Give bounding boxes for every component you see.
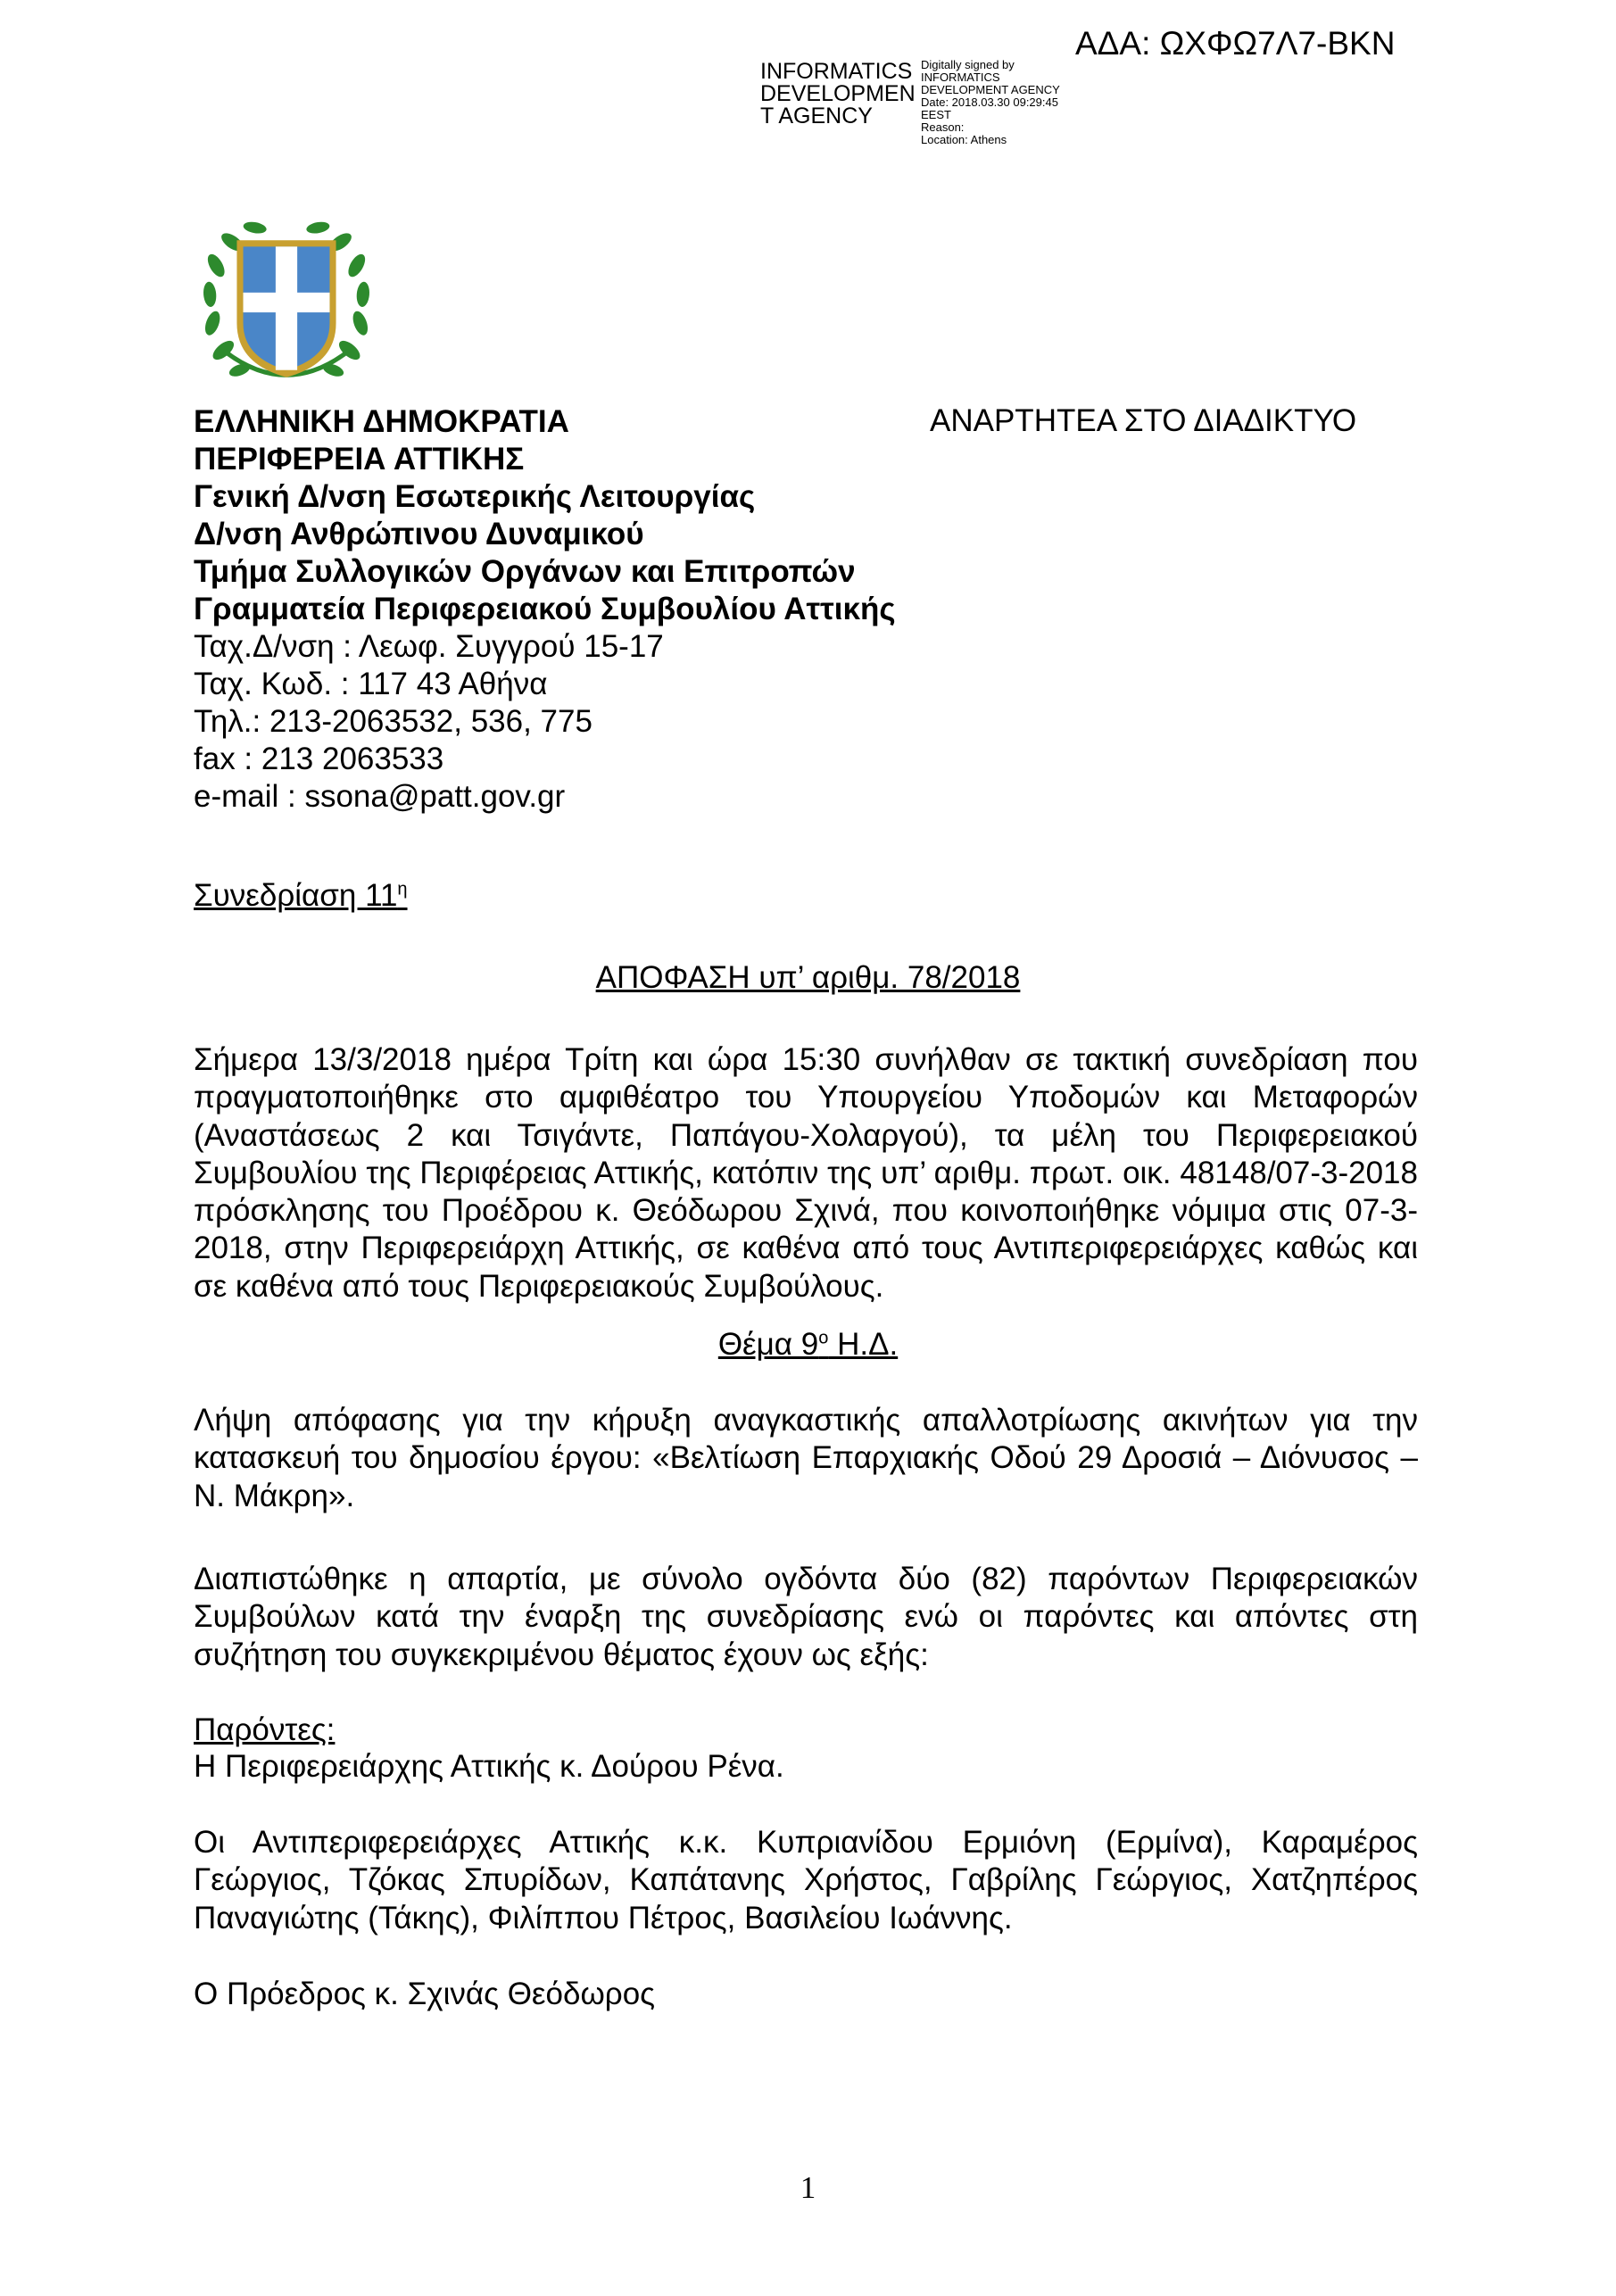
signer-line: DEVELOPMEN — [760, 81, 916, 106]
header-contact-line: e-mail : ssona@patt.gov.gr — [194, 779, 566, 814]
quorum-paragraph: Διαπιστώθηκε η απαρτία, με σύνολο ογδόντα δύο (82) παρόντων Περιφερειακών Συμβούλων κατά την έναρξη της συνεδρίασης ενώ οι παρόντες και απόντες στη συζήτηση του συγκεκριμένου θέματος έχουν ως εξής: — [194, 1562, 1418, 1672]
header-contact-line: Ταχ. Κωδ. : 117 43 Αθήνα — [194, 667, 548, 701]
president-line: Ο Πρόεδρος κ. Σχινάς Θεόδωρος — [194, 1977, 656, 2011]
governor-line: Η Περιφερειάρχης Αττικής κ. Δούρου Ρένα. — [194, 1749, 784, 1784]
issuer-header — [194, 403, 896, 816]
decision-title: ΑΠΟΦΑΣΗ υπ’ αριθμ. 78/2018 — [595, 960, 1021, 995]
session-label — [194, 878, 408, 914]
page-number: 1 — [800, 2170, 816, 2205]
signer-line: INFORMATICS — [760, 59, 913, 84]
signature-detail-line: EEST — [921, 108, 951, 121]
signature-detail-line: Digitally signed by — [921, 58, 1015, 71]
signature-detail-line: Reason: — [921, 120, 965, 134]
header-contact-line: fax : 213 2063533 — [194, 742, 444, 776]
subject-paragraph: Λήψη απόφασης για την κήρυξη αναγκαστικής απαλλοτρίωσης ακινήτων για την κατασκευή του δημοσίου έργου: «Βελτίωση Επαρχιακής Οδού 29 Δροσιά – Διόνυσος – Ν. Μάκρη». — [194, 1403, 1418, 1513]
header-bold-line: Γραμματεία Περιφερειακού Συμβουλίου Αττικής — [194, 592, 896, 626]
session-superscript: η — [397, 879, 408, 899]
session-text: Συνεδρίαση 11 — [194, 878, 398, 913]
signature-detail-line: Location: Athens — [921, 133, 1007, 146]
publish-note: ΑΝΑΡΤΗΤΕΑ ΣΤΟ ΔΙΑΔΙΚΤΥΟ — [930, 403, 1357, 438]
header-bold-line: Τμήμα Συλλογικών Οργάνων και Επιτροπών — [194, 554, 856, 589]
signature-detail-line: DEVELOPMENT AGENCY — [921, 83, 1060, 96]
intro-paragraph: Σήμερα 13/3/2018 ημέρα Τρίτη και ώρα 15:30 συνήλθαν σε τακτική συνεδρίαση που πραγματοποιήθηκε στο αμφιθέατρο του Υπουργείου Υποδομών και Μεταφορών (Αναστάσεως 2 και Τσιγάντε, Παπάγου-Χολαργού), τα μέλη του Περιφερειακού Συμβουλίου της Περιφέρειας Αττικής, κατόπιν της υπ’ αριθμ. πρωτ. οικ. 48148/07-3-2018 πρόσκλησης του Προέδρου κ. Θεόδωρου Σχινά, που κοινοποιήθηκε νόμιμα στις 07-3-2018, στην Περιφερειάρχη Αττικής, σε καθένα από τους Αντιπεριφερειάρχες καθώς και σε καθένα από τους Περιφερειακούς Συμβούλους. — [194, 1042, 1418, 1304]
header-bold-line: ΠΕΡΙΦΕΡΕΙΑ ΑΤΤΙΚΗΣ — [194, 442, 525, 477]
signer-line: T AGENCY — [760, 104, 873, 128]
signature-detail-line: Date: 2018.03.30 09:29:45 — [921, 95, 1058, 109]
signature-detail-line: INFORMATICS — [921, 70, 1000, 84]
topic-suffix: Η.Δ. — [828, 1327, 899, 1362]
deputies-paragraph: Οι Αντιπεριφερειάρχες Αττικής κ.κ. Κυπριανίδου Ερμιόνη (Ερμίνα), Καραμέρος Γεώργιος, Τζόκας Σπυρίδων, Καπάτανης Χρήστος, Γαβρίλης Γεώργιος, Χατζηπέρος Παναγιώτης (Τάκης), Φιλίππου Πέτρος, Βασιλείου Ιωάννης. — [194, 1825, 1418, 1935]
signature-signer — [760, 61, 916, 128]
header-bold-line: ΕΛΛΗΝΙΚΗ ΔΗΜΟΚΡΑΤΙΑ — [194, 404, 569, 439]
greek-coat-of-arms-icon — [196, 214, 377, 396]
header-contact-line: Τηλ.: 213-2063532, 536, 775 — [194, 704, 593, 739]
present-heading: Παρόντες: — [194, 1712, 336, 1747]
signature-details — [921, 59, 1090, 146]
topic-text: Θέμα 9 — [717, 1327, 819, 1362]
topic-heading — [0, 1327, 1616, 1363]
topic-superscript: ο — [818, 1328, 829, 1348]
header-bold-line: Δ/νση Ανθρώπινου Δυναμικού — [194, 517, 644, 551]
header-bold-line: Γενική Δ/νση Εσωτερικής Λειτουργίας — [194, 479, 756, 514]
header-contact-line: Ταχ.Δ/νση : Λεωφ. Συγγρού 15-17 — [194, 629, 664, 664]
ada-code: ΑΔΑ: ΩΧΦΩ7Λ7-ΒΚΝ — [1075, 25, 1396, 62]
